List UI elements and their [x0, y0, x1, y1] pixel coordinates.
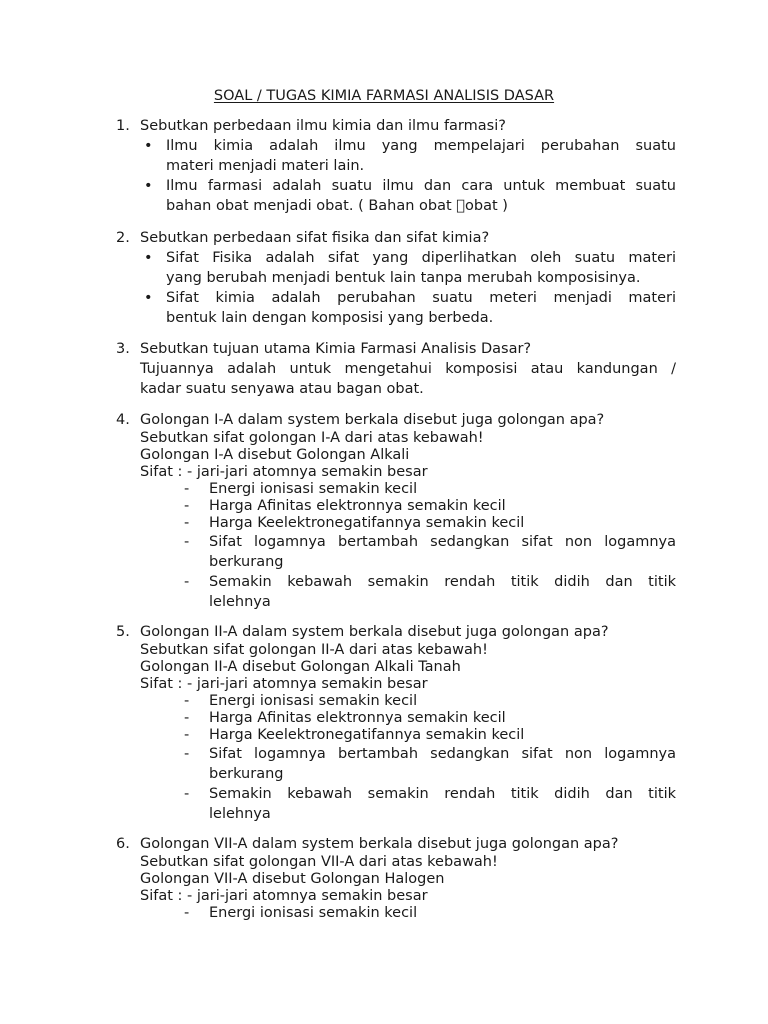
document-title: SOAL / TUGAS KIMIA FARMASI ANALISIS DASAR	[213, 88, 555, 104]
question-3	[116, 339, 676, 399]
dash-line: lelehnya	[209, 806, 271, 822]
answer-line: Sifat : - jari-jari atomnya semakin besar	[140, 676, 428, 692]
bullet-line: Sifat kimia adalah perubahan suatu meteri menjadi materi	[166, 290, 676, 306]
bullet-icon: •	[144, 250, 153, 266]
answer-line: Golongan VII-A disebut Golongan Halogen	[140, 871, 445, 887]
dash-marker: -	[184, 905, 190, 921]
dash-line: Energi ionisasi semakin kecil	[209, 481, 418, 497]
bullet-line: Ilmu farmasi adalah suatu ilmu dan cara untuk membuat suatu	[166, 178, 676, 194]
dash-line: Sifat logamnya bertambah sedangkan sifat non logamnya	[209, 534, 676, 550]
answer-line: Tujuannya adalah untuk mengetahui komposisi atau kandungan /	[140, 361, 676, 377]
dash-marker: -	[184, 515, 190, 531]
bullet-line: materi menjadi materi lain.	[166, 158, 365, 174]
dash-marker: -	[184, 498, 190, 514]
question-text: Sebutkan tujuan utama Kimia Farmasi Analisis Dasar?	[140, 341, 532, 357]
dash-marker: -	[184, 710, 190, 726]
answer-line: Golongan II-A disebut Golongan Alkali Tanah	[140, 659, 461, 675]
dash-marker: -	[184, 481, 190, 497]
bullet-line: bahan obat menjadi obat. ( Bahan obat obat )	[166, 198, 500, 214]
question-number: 6.	[116, 836, 130, 852]
question-5	[116, 622, 676, 824]
dash-line: Semakin kebawah semakin rendah titik didih dan titik	[209, 574, 676, 590]
question-text: Sebutkan perbedaan ilmu kimia dan ilmu farmasi?	[140, 118, 506, 134]
dash-marker: -	[184, 534, 190, 550]
dash-line: Harga Keelektronegatifannya semakin kecil	[209, 515, 525, 531]
dash-line: Semakin kebawah semakin rendah titik didih dan titik	[209, 786, 676, 802]
question-text: Sebutkan perbedaan sifat fisika dan sifat kimia?	[140, 230, 490, 246]
question-1	[116, 116, 676, 216]
dash-line: berkurang	[209, 766, 284, 782]
bullet-line: yang berubah menjadi bentuk lain tanpa merubah komposisinya.	[166, 270, 641, 286]
question-number: 3.	[116, 341, 130, 357]
dash-marker: -	[184, 786, 190, 802]
question-text: Golongan I-A dalam system berkala disebut juga golongan apa?	[140, 412, 605, 428]
dash-line: Sifat logamnya bertambah sedangkan sifat non logamnya	[209, 746, 676, 762]
answer-line: Sebutkan sifat golongan VII-A dari atas kebawah!	[140, 854, 498, 870]
dash-line: Energi ionisasi semakin kecil	[209, 905, 418, 921]
question-number: 5.	[116, 624, 130, 640]
dash-line: Harga Afinitas elektronnya semakin kecil	[209, 710, 506, 726]
bullet-line: bentuk lain dengan komposisi yang berbeda.	[166, 310, 494, 326]
question-text: Golongan II-A dalam system berkala disebut juga golongan apa?	[140, 624, 609, 640]
dash-line: lelehnya	[209, 594, 271, 610]
question-text: Golongan VII-A dalam system berkala disebut juga golongan apa?	[140, 836, 619, 852]
bullet-line: Sifat Fisika adalah sifat yang diperlihatkan oleh suatu materi	[166, 250, 676, 266]
answer-line: kadar suatu senyawa atau bagan obat.	[140, 381, 424, 397]
bullet-icon: •	[144, 138, 153, 154]
question-number: 1.	[116, 118, 130, 134]
answer-line: Sebutkan sifat golongan I-A dari atas kebawah!	[140, 430, 484, 446]
question-number: 2.	[116, 230, 130, 246]
question-2	[116, 228, 676, 328]
answer-line: Sifat : - jari-jari atomnya semakin besar	[140, 888, 428, 904]
dash-line: Energi ionisasi semakin kecil	[209, 693, 418, 709]
question-number: 4.	[116, 412, 130, 428]
answer-line: Sebutkan sifat golongan II-A dari atas kebawah!	[140, 642, 488, 658]
dash-marker: -	[184, 693, 190, 709]
dash-marker: -	[184, 727, 190, 743]
bullet-icon: •	[144, 290, 153, 306]
answer-line: Sifat : - jari-jari atomnya semakin besar	[140, 464, 428, 480]
dash-marker: -	[184, 746, 190, 762]
dash-line: Harga Keelektronegatifannya semakin kecil	[209, 727, 525, 743]
bullet-line: Ilmu kimia adalah ilmu yang mempelajari perubahan suatu	[166, 138, 676, 154]
answer-line: Golongan I-A disebut Golongan Alkali	[140, 447, 410, 463]
dash-line: berkurang	[209, 554, 284, 570]
dash-marker: -	[184, 574, 190, 590]
question-6	[116, 834, 676, 922]
question-4	[116, 410, 676, 612]
bullet-icon: •	[144, 178, 153, 194]
dash-line: Harga Afinitas elektronnya semakin kecil	[209, 498, 506, 514]
